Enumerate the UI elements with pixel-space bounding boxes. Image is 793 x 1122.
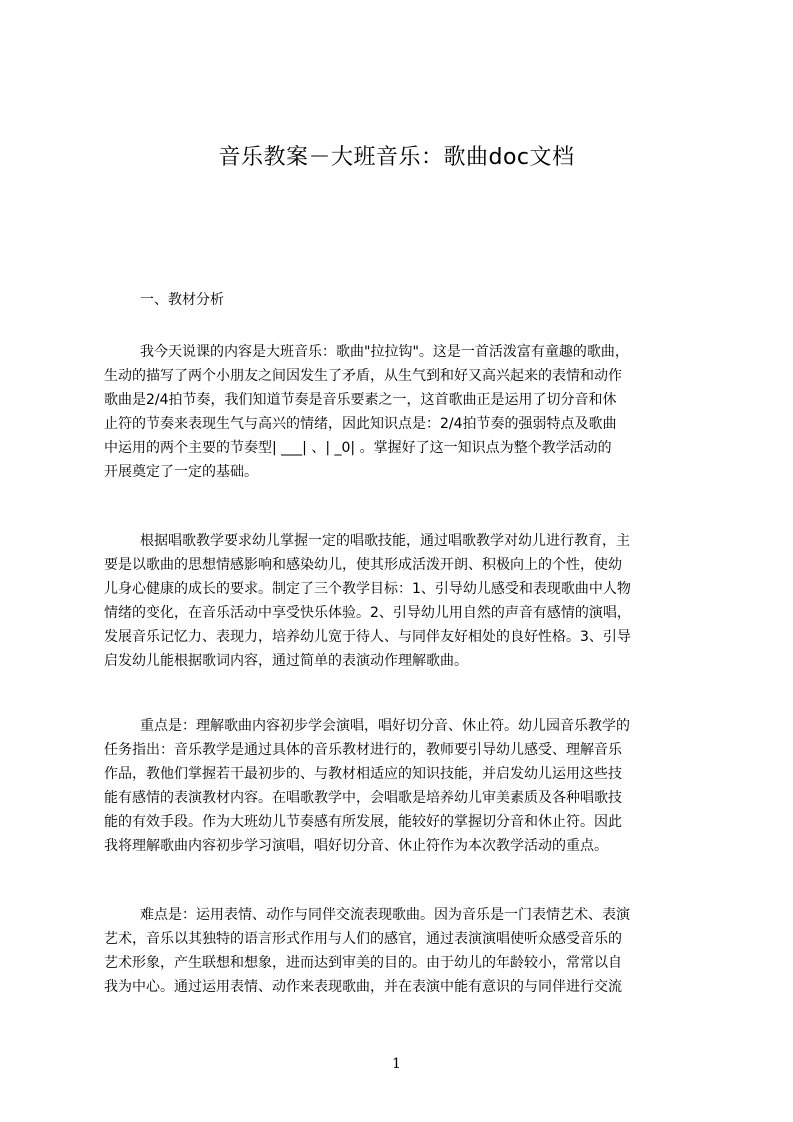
paragraph-line: 生动的描写了两个小朋友之间因发生了矛盾，从生气到和好又高兴起来的表情和动作 [104, 368, 622, 384]
paragraph-line: 要是以歌曲的思想情感影响和感染幼儿，使其形成活泼开朗、积极向上的个性，使幼 [104, 557, 622, 573]
section-heading: 一、教材分析 [140, 292, 224, 308]
paragraph-line: 能有感情的表演教材内容。在唱歌教学中，会唱歌是培养幼儿审美素质及各种唱歌技 [104, 790, 622, 806]
paragraph-line: 艺术形象，产生联想和想象，进而达到审美的目的。由于幼儿的年龄较小，常常以自 [104, 955, 622, 971]
paragraph-line: 情绪的变化，在音乐活动中享受快乐体验。2、引导幼儿用自然的声音有感情的演唱， [104, 605, 631, 621]
paragraph-line: 任务指出：音乐教学是通过具体的音乐教材进行的，教师要引导幼儿感受、理解音乐 [104, 742, 622, 758]
document-title: 音乐教案－大班音乐：歌曲doc文档 [218, 145, 575, 170]
paragraph-line: 我将理解歌曲内容初步学习演唱，唱好切分音、休止符作为本次教学活动的重点。 [104, 838, 608, 854]
page-number: 1 [392, 1056, 401, 1072]
paragraph-line: 中运用的两个主要的节奏型| ___| 、| _0| 。掌握好了这一知识点为整个教学活动的 [104, 440, 612, 456]
paragraph-line: 儿身心健康的成长的要求。制定了三个教学目标：1、引导幼儿感受和表现歌曲中人物 [104, 581, 631, 597]
paragraph-line: 难点是：运用表情、动作与同伴交流表现歌曲。因为音乐是一门表情艺术、表演 [140, 907, 630, 923]
paragraph-line: 启发幼儿能根据歌词内容，通过简单的表演动作理解歌曲。 [104, 653, 468, 669]
paragraph-line: 重点是：理解歌曲内容初步学会演唱，唱好切分音、休止符。幼儿园音乐教学的 [140, 718, 630, 734]
paragraph-3 [104, 714, 700, 858]
paragraph-line: 作品，教他们掌握若干最初步的、与教材相适应的知识技能，并启发幼儿运用这些技 [104, 766, 622, 782]
paragraph-line: 歌曲是2/4拍节奏，我们知道节奏是音乐要素之一，这首歌曲正是运用了切分音和休 [104, 392, 617, 408]
paragraph-line: 我今天说课的内容是大班音乐：歌曲"拉拉钩"。这是一首活泼富有童趣的歌曲， [140, 344, 629, 360]
paragraph-1 [104, 340, 700, 484]
paragraph-line: 发展音乐记忆力、表现力，培养幼儿宽于待人、与同伴友好相处的良好性格。3、引导 [104, 629, 631, 645]
paragraph-line: 我为中心。通过运用表情、动作来表现歌曲，并在表演中能有意识的与同伴进行交流 [104, 979, 622, 995]
paragraph-line: 开展奠定了一定的基础。 [104, 464, 258, 480]
paragraph-2 [104, 529, 700, 673]
paragraph-line: 止符的节奏来表现生气与高兴的情绪，因此知识点是：2/4拍节奏的强弱特点及歌曲 [104, 416, 617, 432]
paragraph-line: 艺术，音乐以其独特的语言形式作用与人们的感官，通过表演演唱使听众感受音乐的 [104, 931, 622, 947]
paragraph-line: 根据唱歌教学要求幼儿掌握一定的唱歌技能，通过唱歌教学对幼儿进行教育，主 [140, 533, 630, 549]
paragraph-4 [104, 903, 700, 999]
paragraph-line: 能的有效手段。作为大班幼儿节奏感有所发展，能较好的掌握切分音和休止符。因此 [104, 814, 622, 830]
